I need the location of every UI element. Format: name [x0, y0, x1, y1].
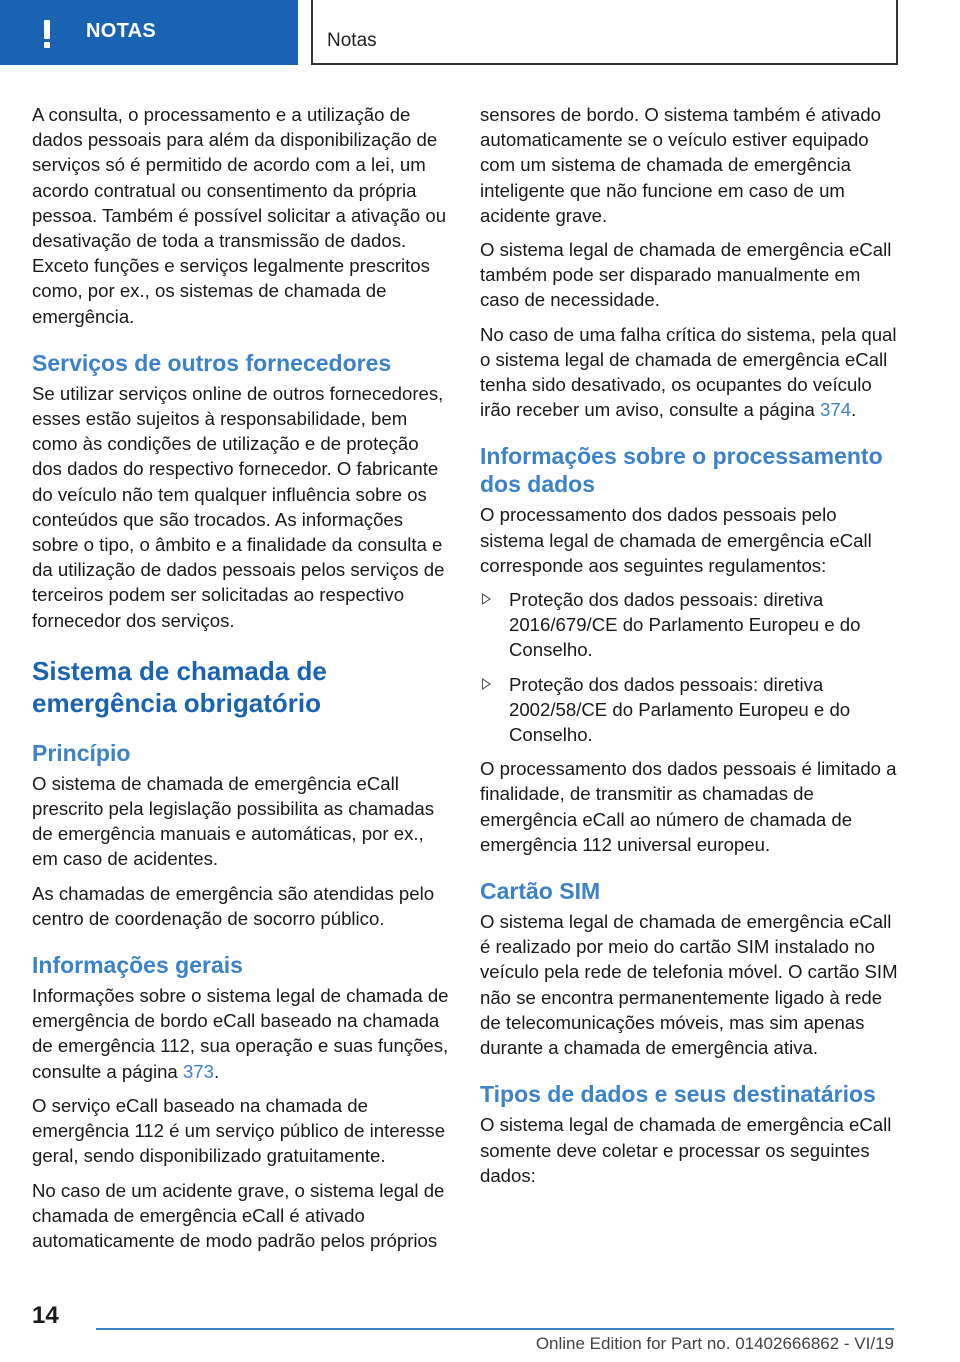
paragraph: O serviço eCall baseado na chamada de emergência 112 é um serviço público de interesse geral, sendo disponibilizado gratuitamente. [32, 1094, 446, 1167]
heading-processamento: Informações sobre o processamento dos dados [480, 443, 883, 498]
page-link-374[interactable]: 374 [820, 399, 852, 421]
list-item: Proteção dos dados pessoais: diretiva 2002/58/CE do Parlamento Europeu e do Conselho. [480, 672, 898, 748]
page-number: 14 [32, 1302, 59, 1329]
triangle-bullet-icon [482, 678, 491, 690]
left-column [32, 102, 450, 1262]
paragraph: Informações sobre o sistema legal de chamada de emergência de bordo eCall baseado na chamada de emergência 112, sua operação e suas funções, consulte a página 373. [32, 985, 449, 1082]
footer-edition: Online Edition for Part no. 01402666862 - VI/19 [535, 1334, 894, 1353]
heading-tipos-dados: Tipos de dados e seus destinatários [480, 1081, 876, 1108]
heading-informacoes-gerais: Informações gerais [32, 952, 243, 979]
paragraph: No caso de um acidente grave, o sistema legal de chamada de emergência eCall é ativado automaticamente de modo padrão pelos próprios [32, 1179, 445, 1251]
paragraph: Se utilizar serviços online de outros fornecedores, esses estão sujeitos à responsabilidade, bem como às condições de utilização e de proteção dos dados do respectivo fornecedor. O fabricante do veículo não tem qualquer influência sobre os conteúdos que são trocados. As informações sobre o tipo, o âmbito e a finalidade da consulta e da utilização de dados pessoais pelos serviços de terceiros podem ser solicitadas ao respectivo fornecedor dos serviços. [32, 382, 445, 631]
heading-cartao-sim: Cartão SIM [480, 878, 601, 905]
paragraph: O sistema de chamada de emergência eCall prescrito pela legislação possibilita as chamadas de emergência manuais e automáticas, por ex., em caso de acidentes. [32, 772, 435, 870]
section-tab-label: NOTAS [86, 20, 157, 42]
paragraph: O processamento dos dados pessoais pelo sistema legal de chamada de emergência eCall corresponde aos seguintes regulamentos: [480, 504, 872, 576]
heading-sistema-chamada: Sistema de chamada de emergência obrigatório [32, 655, 327, 718]
page-link-373[interactable]: 373 [182, 1060, 214, 1082]
paragraph: O sistema legal de chamada de emergência eCall somente deve coletar e processar os seguintes dados: [480, 1114, 892, 1186]
paragraph: O processamento dos dados pessoais é limitado a finalidade, de transmitir as chamadas de emergência eCall ao número de chamada de emergência 112 universal europeu. [480, 758, 897, 855]
paragraph: As chamadas de emergência são atendidas pelo centro de coordenação de socorro público. [32, 882, 435, 929]
paragraph: A consulta, o processamento e a utilização de dados pessoais para além da disponibilização de serviços só é permitido de acordo com a lei, um acordo contratual ou consentimento da própria pessoa. Também é possível solicitar a ativação ou desativação de toda a transmissão de dados. Exceto funções e serviços legalmente prescritos como, por ex., os sistemas de chamada de emergência. [32, 104, 447, 327]
paragraph: O sistema legal de chamada de emergência eCall é realizado por meio do cartão SIM instalado no veículo pela rede de telefonia móvel. O cartão SIM não se encontra permanentemente ligado à rede de telecomunicações móveis, mas sim apenas durante a chamada de emergência ativa. [480, 911, 898, 1059]
paragraph: sensores de bordo. O sistema também é ativado automaticamente se o veículo estiver equipado com um sistema de chamada de emergência inteligente que não funcione em caso de um acidente grave. [480, 104, 882, 226]
list-item: Proteção dos dados pessoais: diretiva 2016/679/CE do Parlamento Europeu e do Conselho. [480, 587, 898, 663]
header-title-box [311, 0, 898, 65]
footer-divider [96, 1328, 894, 1330]
exclamation-icon [40, 18, 54, 48]
triangle-bullet-icon [482, 593, 491, 605]
section-tab [0, 0, 298, 65]
paragraph: O sistema legal de chamada de emergência eCall também pode ser disparado manualmente em caso de necessidade. [480, 239, 892, 311]
heading-outros-fornecedores: Serviços de outros fornecedores [32, 349, 392, 376]
page-header-title: Notas [327, 30, 377, 51]
paragraph: No caso de uma falha crítica do sistema, pela qual o sistema legal de chamada de emergência eCall tenha sido desativado, os ocupantes do veículo irão receber um aviso, consulte a página 374. [480, 323, 897, 421]
right-column [480, 102, 898, 1197]
heading-principio: Princípio [32, 739, 131, 766]
